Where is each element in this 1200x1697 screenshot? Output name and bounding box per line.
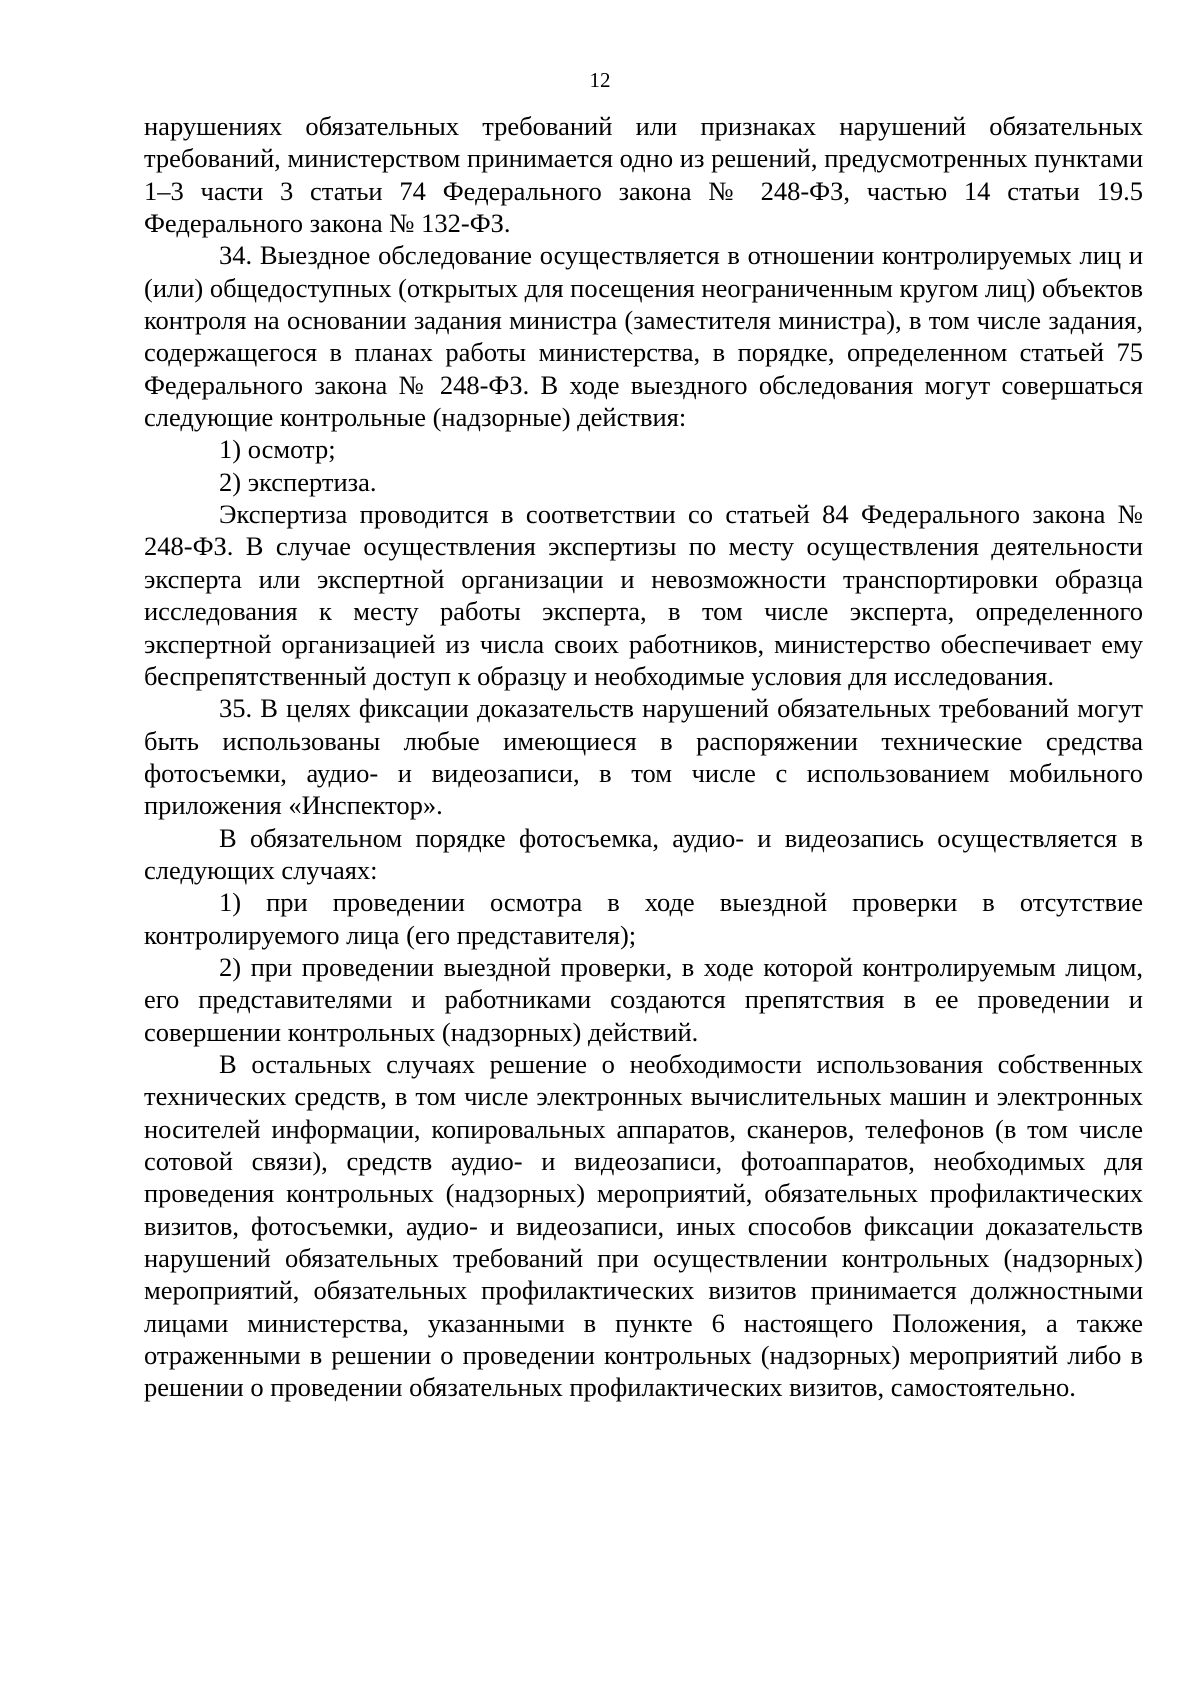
list-item-expertise: 2) экспертиза. (219, 466, 377, 497)
paragraph-expertise: Экспертиза проводится в соответствии со статьей 84 Федерального закона № 248-ФЗ. В случае осуществления экспертизы по месту осуществления деятельности эксперта или экспертной организации и невозможности транспортировки образца исследования к месту работы эксперта, в том числе эксперта, определенного экспертной организацией из числа своих работников, министерство обеспечивает ему беспрепятственный доступ к образцу и необходимые условия для исследования. (144, 499, 1143, 691)
list-item-recording-absence: 1) при проведении осмотра в ходе выездной проверки в отсутствие контролируемого лица (его представителя); (144, 887, 1143, 950)
document-body (144, 110, 1143, 1404)
list-item-recording-obstruction: 2) при проведении выездной проверки, в ходе которой контролируемым лицом, его представителями и работниками создаются препятствия в ее проведении и совершении контрольных (надзорных) действий. (144, 951, 1143, 1047)
paragraph-35-intro: 35. В целях фиксации доказательств нарушений обязательных требований могут быть использованы любые имеющиеся в распоряжении технические средства фотосъемки, аудио- и видеозаписи, в том числе с использованием мобильного приложения «Инспектор». (144, 693, 1143, 821)
paragraph-34-intro: 34. Выездное обследование осуществляется в отношении контролируемых лиц и (или) общедоступных (открытых для посещения неограниченным кругом лиц) объектов контроля на основании задания министра (заместителя министра), в том числе задания, содержащегося в планах работы министерства, в порядке, определенном статьей 75 Федерального закона № 248-ФЗ. В ходе выездного обследования могут совершаться следующие контрольные (надзорные) действия: (144, 240, 1143, 433)
paragraph-mandatory-recording: В обязательном порядке фотосъемка, аудио- и видеозапись осуществляется в следующих случаях: (144, 822, 1143, 885)
list-item-inspection: 1) осмотр; (219, 434, 336, 465)
page-number: 12 (589, 68, 611, 92)
paragraph-continuation: нарушениях обязательных требований или признаках нарушений обязательных требований, министерством принимается одно из решений, предусмотренных пунктами 1–3 части 3 статьи 74 Федерального закона № 248-ФЗ, частью 14 статьи 19.5 Федерального закона № 132-ФЗ. (144, 111, 1143, 239)
paragraph-other-cases: В остальных случаях решение о необходимости использования собственных технических средств, в том числе электронных вычислительных машин и электронных носителей информации, копировальных аппаратов, сканеров, телефонов (в том числе сотовой связи), средств аудио- и видеозаписи, фотоаппаратов, необходимых для проведения контрольных (надзорных) мероприятий, обязательных профилактических визитов, фотосъемки, аудио- и видеозаписи, иных способов фиксации доказательств нарушений обязательных требований при осуществлении контрольных (надзорных) мероприятий, обязательных профилактических визитов принимается должностными лицами министерства, указанными в пункте 6 настоящего Положения, а также отраженными в решении о проведении контрольных (надзорных) мероприятий либо в решении о проведении обязательных профилактических визитов, самостоятельно. (144, 1048, 1143, 1403)
